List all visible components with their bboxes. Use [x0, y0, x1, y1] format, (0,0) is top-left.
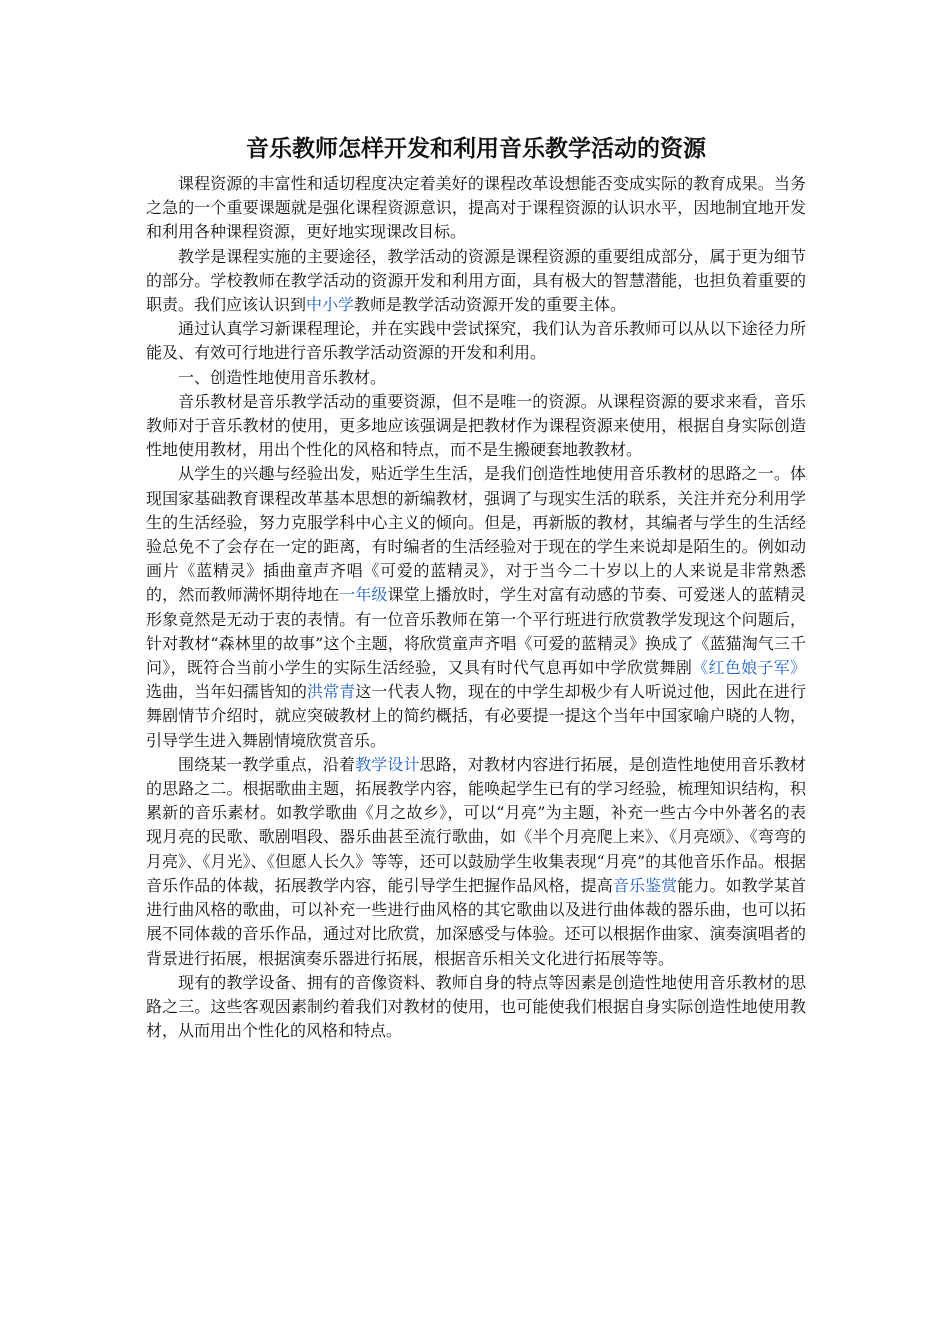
paragraph-text: 这一代表人物，现在的中学生却极少有人听说过他，因此在进行舞剧情节介绍时，就应突破教材上的简约概括，有必要提一提这个当年中国家喻户晓的人物，引导学生进入舞剧情境欣赏音乐。: [146, 682, 806, 750]
paragraph-text: 选曲，当年妇孺皆知的: [146, 682, 307, 702]
section-heading-1: [146, 366, 806, 390]
link-yinianji[interactable]: 一年级: [339, 585, 388, 605]
paragraph-7: [146, 753, 806, 971]
paragraph-text: 一、创造性地使用音乐教材。: [178, 367, 387, 387]
paragraph-text: 现有的教学设备、拥有的音像资料、教师自身的特点等因素是创造性地使用音乐教材的思路之三。这些客观因素制约着我们对教材的使用，也可能使我们根据自身实际创造性地使用教材，从而用出个性化的风格和特点。: [146, 972, 806, 1041]
page-title: 音乐教师怎样开发和利用音乐教学活动的资源: [246, 136, 706, 162]
link-hongse-niangzijun[interactable]: 《红色娘子军》: [692, 658, 806, 678]
paragraph-text: 从学生的兴趣与经验出发，贴近学生生活，是我们创造性地使用音乐教材的思路之一。体现国家基础教育课程改革基本思想的新编教材，强调了与现实生活的联系，关注并充分利用学生的生活经验，努力克服学科中心主义的倾向。但是，再新版的教材，其编者与学生的生活经验总免不了会存在一定的距离，有时编者的生活经验对于现在的学生来说却是陌生的。例如动画片《蓝精灵》插曲童声齐唱《可爱的蓝精灵》，对于当今二十岁以上的人来说是非常熟悉的，然而教师满怀期待地在: [146, 464, 806, 605]
paragraph-text: 思路，对教材内容进行拓展，是创造性地使用音乐教材的思路之二。根据歌曲主题，拓展教学内容，能唤起学生已有的学习经验，梳理知识结构，积累新的音乐素材。如教学歌曲《月之故乡》，可以“月亮”为主题，补充一些古今中外著名的表现月亮的民歌、歌剧唱段、器乐曲甚至流行歌曲，如《半个月亮爬上来》、《月亮颂》、《弯弯的月亮》、《月光》、《但愿人长久》等等，还可以鼓励学生收集表现“月亮”的其他音乐作品。根据音乐作品的体裁，拓展教学内容，能引导学生把握作品风格，提高: [146, 754, 806, 895]
paragraph-text: 教学是课程实施的主要途径，教学活动的资源是课程资源的重要组成部分，属于更为细节的部分。学校教师在教学活动的资源开发和利用方面，具有极大的智慧潜能，也担负着重要的职责。我们应该认识到: [146, 246, 806, 315]
document-page: [146, 130, 806, 1043]
paragraph-text: 能力。如教学某首进行曲风格的歌曲，可以补充一些进行曲风格的其它歌曲以及进行曲体裁的器乐曲，也可以拓展不同体裁的音乐作品，通过对比欣赏，加深感受与体验。还可以根据作曲家、演奏演唱者的背景进行拓展，根据演奏乐器进行拓展，根据音乐相关文化进行拓展等等。: [146, 875, 806, 968]
paragraph-5: [146, 390, 806, 463]
paragraph-2: [146, 245, 806, 318]
paragraph-3: [146, 317, 806, 365]
paragraph-text: 教师是教学活动资源开发的重要主体。: [354, 295, 627, 315]
link-yinyue-jianshang[interactable]: 音乐鉴赏: [612, 875, 678, 895]
paragraph-8: [146, 971, 806, 1044]
paragraph-text: 围绕某一教学重点，沿着: [178, 754, 356, 774]
link-zhongxiaoxue[interactable]: 中小学: [306, 295, 355, 315]
paragraph-text: 课程资源的丰富性和适切程度决定着美好的课程改革设想能否变成实际的教育成果。当务之急的一个重要课题就是强化课程资源意识，提高对于课程资源的认识水平，因地制宜地开发和利用各种课程资源，更好地实现课改目标。: [146, 174, 806, 242]
paragraph-text: 音乐教材是音乐教学活动的重要资源，但不是唯一的资源。从课程资源的要求来看，音乐教师对于音乐教材的使用，更多地应该强调是把教材作为课程资源来使用，根据自身实际创造性地使用教材，用出个性化的风格和特点，而不是生搬硬套地教教材。: [146, 391, 806, 460]
paragraph-text: 课堂上播放时，学生对富有动感的节奏、可爱迷人的蓝精灵形象竟然是无动于衷的表情。有一位音乐教师在第一个平行班进行欣赏教学发现这个问题后，针对教材“森林里的故事”这个主题，将欣赏童声齐唱《可爱的蓝精灵》换成了《蓝猫淘气三千问》，既符合当前小学生的实际生活经验，又具有时代气息再如中学欣赏舞剧: [146, 585, 806, 678]
paragraph-text: 通过认真学习新课程理论，并在实践中尝试探究，我们认为音乐教师可以从以下途径力所能及、有效可行地进行音乐教学活动资源的开发和利用。: [146, 319, 806, 363]
paragraph-6: [146, 462, 806, 752]
link-jiaoxue-sheji[interactable]: 教学设计: [355, 754, 420, 774]
paragraph-1: [146, 172, 806, 245]
link-hong-changqing[interactable]: 洪常青: [307, 682, 356, 702]
